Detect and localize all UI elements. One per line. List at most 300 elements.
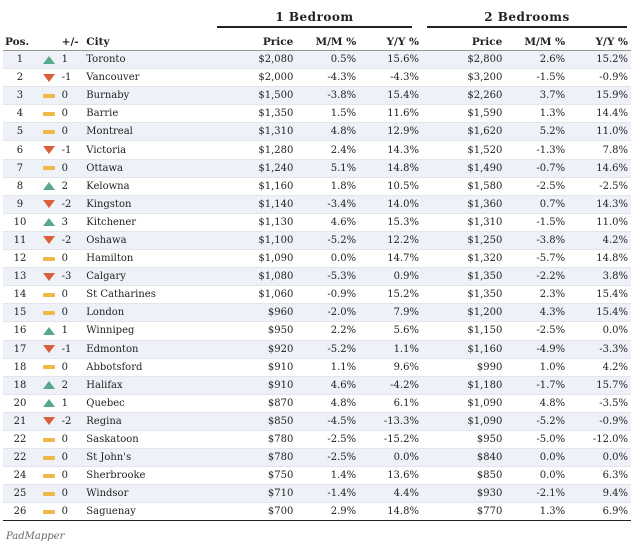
cell-pos: 10 [3, 213, 37, 231]
cell-pos: 22 [3, 449, 37, 467]
cell-price-2br: $1,360 [443, 195, 506, 213]
cell-price-2br: $1,180 [443, 376, 506, 394]
table-row [3, 231, 631, 249]
source-credit: PadMapper [6, 531, 65, 542]
cell-yy-1br: 1.1% [359, 340, 422, 358]
table-row [3, 430, 631, 448]
cell-pos: 15 [3, 304, 37, 322]
cell-city: Calgary [83, 268, 233, 286]
cell-change-indicator [37, 503, 62, 521]
cell-price-1br: $780 [234, 430, 297, 448]
cell-yy-2br: -0.9% [568, 412, 631, 430]
cell-mm-1br: -5.3% [296, 268, 359, 286]
cell-yy-2br: 15.7% [568, 376, 631, 394]
cell-yy-1br: 4.4% [359, 485, 422, 503]
table-row [3, 87, 631, 105]
cell-price-2br: $1,160 [443, 340, 506, 358]
cell-yy-2br: 14.6% [568, 159, 631, 177]
cell-yy-2br: 11.0% [568, 123, 631, 141]
flat-bar-icon [43, 510, 55, 514]
cell-yy-2br: 4.2% [568, 231, 631, 249]
cell-mm-2br: -1.5% [505, 69, 568, 87]
table-row [3, 394, 631, 412]
cell-yy-2br: 15.2% [568, 51, 631, 69]
table-row [3, 105, 631, 123]
cell-price-1br: $960 [234, 304, 297, 322]
cell-price-2br: $1,590 [443, 105, 506, 123]
cell-pos: 16 [3, 322, 37, 340]
cell-price-1br: $1,090 [234, 250, 297, 268]
cell-yy-1br: -4.3% [359, 69, 422, 87]
cell-price-2br: $1,090 [443, 412, 506, 430]
cell-city: Barrie [83, 105, 233, 123]
cell-price-2br: $990 [443, 358, 506, 376]
cell-city: Regina [83, 412, 233, 430]
cell-mm-2br: -2.5% [505, 177, 568, 195]
cell-yy-1br: 14.8% [359, 159, 422, 177]
cell-price-2br: $1,490 [443, 159, 506, 177]
cell-yy-1br: 15.4% [359, 87, 422, 105]
cell-gap [422, 340, 443, 358]
cell-yy-2br: 6.9% [568, 503, 631, 521]
table-row [3, 304, 631, 322]
cell-gap [422, 159, 443, 177]
header-yy-1br: Y/Y % [359, 34, 422, 51]
flat-bar-icon [43, 94, 55, 98]
cell-pos: 1 [3, 51, 37, 69]
cell-mm-1br: 1.4% [296, 467, 359, 485]
cell-gap [422, 286, 443, 304]
cell-price-1br: $1,080 [234, 268, 297, 286]
cell-city: Kitchener [83, 213, 233, 231]
cell-change: -1 [62, 141, 84, 159]
cell-change: 0 [62, 503, 84, 521]
cell-price-1br: $2,080 [234, 51, 297, 69]
cell-mm-1br: 1.8% [296, 177, 359, 195]
cell-city: Saguenay [83, 503, 233, 521]
cell-city: Saskatoon [83, 430, 233, 448]
cell-yy-2br: 9.4% [568, 485, 631, 503]
cell-mm-1br: 4.6% [296, 213, 359, 231]
cell-price-2br: $2,800 [443, 51, 506, 69]
cell-yy-2br: 7.8% [568, 141, 631, 159]
cell-mm-1br: 0.0% [296, 250, 359, 268]
cell-change: 0 [62, 123, 84, 141]
triangle-down-icon [43, 200, 55, 208]
cell-pos: 18 [3, 376, 37, 394]
table-row [3, 322, 631, 340]
cell-price-1br: $1,100 [234, 231, 297, 249]
cell-mm-2br: -4.9% [505, 340, 568, 358]
cell-mm-2br: -2.2% [505, 268, 568, 286]
cell-price-2br: $1,090 [443, 394, 506, 412]
cell-change-indicator [37, 231, 62, 249]
cell-mm-1br: -4.5% [296, 412, 359, 430]
flat-bar-icon [43, 365, 55, 369]
cell-yy-2br: 11.0% [568, 213, 631, 231]
cell-price-1br: $1,160 [234, 177, 297, 195]
cell-gap [422, 105, 443, 123]
table-row [3, 51, 631, 69]
cell-change-indicator [37, 394, 62, 412]
cell-pos: 8 [3, 177, 37, 195]
cell-yy-2br: -3.5% [568, 394, 631, 412]
cell-price-2br: $1,350 [443, 286, 506, 304]
cell-change-indicator [37, 322, 62, 340]
cell-price-1br: $700 [234, 503, 297, 521]
cell-pos: 20 [3, 394, 37, 412]
table-row [3, 412, 631, 430]
cell-yy-1br: 13.6% [359, 467, 422, 485]
cell-pos: 26 [3, 503, 37, 521]
cell-pos: 4 [3, 105, 37, 123]
cell-price-2br: $840 [443, 449, 506, 467]
cell-yy-1br: 11.6% [359, 105, 422, 123]
header-price-2br: Price [443, 34, 506, 51]
cell-mm-2br: 1.3% [505, 503, 568, 521]
cell-yy-2br: 4.2% [568, 358, 631, 376]
cell-change: -2 [62, 412, 84, 430]
cell-price-2br: $1,150 [443, 322, 506, 340]
table-body [3, 51, 631, 521]
cell-pos: 9 [3, 195, 37, 213]
table-row [3, 159, 631, 177]
cell-mm-2br: -1.5% [505, 213, 568, 231]
cell-change: 0 [62, 358, 84, 376]
cell-pos: 6 [3, 141, 37, 159]
cell-mm-2br: 5.2% [505, 123, 568, 141]
cell-price-2br: $930 [443, 485, 506, 503]
cell-gap [422, 322, 443, 340]
cell-change-indicator [37, 358, 62, 376]
triangle-up-icon [43, 399, 55, 407]
triangle-down-icon [43, 74, 55, 82]
cell-price-1br: $1,500 [234, 87, 297, 105]
flat-bar-icon [43, 456, 55, 460]
cell-price-1br: $1,130 [234, 213, 297, 231]
cell-change: 0 [62, 159, 84, 177]
cell-mm-2br: -5.0% [505, 430, 568, 448]
cell-pos: 17 [3, 340, 37, 358]
table-row [3, 503, 631, 521]
cell-mm-2br: -5.2% [505, 412, 568, 430]
cell-price-1br: $950 [234, 322, 297, 340]
cell-change: -2 [62, 231, 84, 249]
cell-change-indicator [37, 69, 62, 87]
cell-gap [422, 250, 443, 268]
cell-price-2br: $950 [443, 430, 506, 448]
header-change-indicator [37, 34, 62, 51]
cell-yy-1br: 12.2% [359, 231, 422, 249]
cell-gap [422, 141, 443, 159]
cell-change: 2 [62, 177, 84, 195]
cell-price-2br: $1,620 [443, 123, 506, 141]
cell-change-indicator [37, 304, 62, 322]
cell-pos: 25 [3, 485, 37, 503]
flat-bar-icon [43, 474, 55, 478]
cell-yy-1br: 5.6% [359, 322, 422, 340]
cell-change: -3 [62, 268, 84, 286]
cell-mm-2br: -1.7% [505, 376, 568, 394]
cell-mm-2br: -3.8% [505, 231, 568, 249]
cell-city: Kingston [83, 195, 233, 213]
cell-price-1br: $2,000 [234, 69, 297, 87]
cell-change: -2 [62, 195, 84, 213]
cell-mm-2br: -0.7% [505, 159, 568, 177]
group-header-two-bedrooms: 2 Bedrooms [427, 8, 627, 28]
cell-price-1br: $1,280 [234, 141, 297, 159]
cell-yy-2br: 15.4% [568, 286, 631, 304]
cell-price-2br: $1,520 [443, 141, 506, 159]
cell-price-2br: $770 [443, 503, 506, 521]
table-row [3, 268, 631, 286]
cell-pos: 3 [3, 87, 37, 105]
cell-change-indicator [37, 159, 62, 177]
header-yy-2br: Y/Y % [568, 34, 631, 51]
table-row [3, 141, 631, 159]
cell-gap [422, 376, 443, 394]
cell-yy-2br: 14.3% [568, 195, 631, 213]
cell-pos: 2 [3, 69, 37, 87]
cell-city: Burnaby [83, 87, 233, 105]
cell-city: Toronto [83, 51, 233, 69]
triangle-down-icon [43, 345, 55, 353]
cell-yy-1br: 9.6% [359, 358, 422, 376]
cell-yy-1br: -4.2% [359, 376, 422, 394]
table-row [3, 213, 631, 231]
cell-yy-1br: -15.2% [359, 430, 422, 448]
cell-gap [422, 449, 443, 467]
cell-change: -1 [62, 340, 84, 358]
cell-change-indicator [37, 87, 62, 105]
cell-price-1br: $910 [234, 376, 297, 394]
cell-yy-1br: 10.5% [359, 177, 422, 195]
cell-gap [422, 430, 443, 448]
cell-mm-1br: 1.5% [296, 105, 359, 123]
cell-price-2br: $1,350 [443, 268, 506, 286]
cell-change-indicator [37, 250, 62, 268]
cell-price-2br: $1,250 [443, 231, 506, 249]
cell-pos: 13 [3, 268, 37, 286]
cell-city: St Catharines [83, 286, 233, 304]
cell-mm-2br: -1.3% [505, 141, 568, 159]
cell-mm-2br: 0.0% [505, 467, 568, 485]
cell-gap [422, 485, 443, 503]
header-pos: Pos. [3, 34, 37, 51]
cell-city: Sherbrooke [83, 467, 233, 485]
cell-change-indicator [37, 340, 62, 358]
table-row [3, 485, 631, 503]
cell-pos: 12 [3, 250, 37, 268]
cell-city: Oshawa [83, 231, 233, 249]
cell-gap [422, 412, 443, 430]
group-header-one-bedroom: 1 Bedroom [217, 8, 412, 28]
table-row [3, 195, 631, 213]
cell-mm-2br: -2.5% [505, 322, 568, 340]
cell-mm-1br: -2.0% [296, 304, 359, 322]
header-gap [422, 34, 443, 51]
cell-mm-1br: -0.9% [296, 286, 359, 304]
cell-gap [422, 213, 443, 231]
cell-change: 0 [62, 250, 84, 268]
cell-city: Vancouver [83, 69, 233, 87]
cell-gap [422, 87, 443, 105]
cell-mm-1br: -3.8% [296, 87, 359, 105]
cell-yy-1br: -13.3% [359, 412, 422, 430]
cell-yy-2br: 14.8% [568, 250, 631, 268]
cell-change-indicator [37, 123, 62, 141]
table-row [3, 69, 631, 87]
column-group-headers [0, 8, 634, 28]
cell-yy-2br: 14.4% [568, 105, 631, 123]
cell-price-1br: $1,350 [234, 105, 297, 123]
cell-price-2br: $1,310 [443, 213, 506, 231]
cell-yy-1br: 14.8% [359, 503, 422, 521]
cell-yy-2br: 3.8% [568, 268, 631, 286]
table-header-row [3, 34, 631, 51]
cell-mm-1br: -3.4% [296, 195, 359, 213]
cell-change: 0 [62, 430, 84, 448]
cell-mm-1br: -2.5% [296, 430, 359, 448]
cell-mm-2br: 0.0% [505, 449, 568, 467]
cell-gap [422, 358, 443, 376]
cell-change-indicator [37, 412, 62, 430]
header-mm-1br: M/M % [296, 34, 359, 51]
cell-mm-1br: 4.6% [296, 376, 359, 394]
cell-yy-2br: 6.3% [568, 467, 631, 485]
triangle-down-icon [43, 417, 55, 425]
cell-change: 0 [62, 304, 84, 322]
cell-mm-1br: 2.2% [296, 322, 359, 340]
cell-change-indicator [37, 177, 62, 195]
triangle-down-icon [43, 146, 55, 154]
cell-gap [422, 304, 443, 322]
cell-yy-1br: 14.7% [359, 250, 422, 268]
header-city: City [83, 34, 233, 51]
table-row [3, 286, 631, 304]
cell-gap [422, 467, 443, 485]
cell-mm-2br: 4.8% [505, 394, 568, 412]
cell-change-indicator [37, 141, 62, 159]
cell-city: Halifax [83, 376, 233, 394]
cell-yy-1br: 15.6% [359, 51, 422, 69]
cell-city: Quebec [83, 394, 233, 412]
triangle-down-icon [43, 273, 55, 281]
cell-mm-2br: 3.7% [505, 87, 568, 105]
flat-bar-icon [43, 293, 55, 297]
cell-change: 1 [62, 322, 84, 340]
cell-price-1br: $1,310 [234, 123, 297, 141]
cell-price-1br: $710 [234, 485, 297, 503]
cell-change: 2 [62, 376, 84, 394]
cell-price-1br: $780 [234, 449, 297, 467]
cell-city: Montreal [83, 123, 233, 141]
table-row [3, 340, 631, 358]
table-row [3, 177, 631, 195]
cell-gap [422, 177, 443, 195]
table-row [3, 250, 631, 268]
cell-city: St John's [83, 449, 233, 467]
cell-city: Abbotsford [83, 358, 233, 376]
cell-price-1br: $750 [234, 467, 297, 485]
cell-yy-1br: 0.9% [359, 268, 422, 286]
triangle-up-icon [43, 218, 55, 226]
cell-mm-1br: 2.9% [296, 503, 359, 521]
table-row [3, 467, 631, 485]
cell-yy-2br: -2.5% [568, 177, 631, 195]
cell-mm-1br: 4.8% [296, 123, 359, 141]
cell-price-1br: $1,060 [234, 286, 297, 304]
rent-ranking-table [3, 34, 631, 521]
cell-change-indicator [37, 268, 62, 286]
cell-gap [422, 231, 443, 249]
cell-change: 0 [62, 286, 84, 304]
cell-change: -1 [62, 69, 84, 87]
triangle-up-icon [43, 381, 55, 389]
cell-yy-2br: 15.9% [568, 87, 631, 105]
flat-bar-icon [43, 311, 55, 315]
header-mm-2br: M/M % [505, 34, 568, 51]
cell-gap [422, 394, 443, 412]
cell-yy-1br: 14.0% [359, 195, 422, 213]
cell-yy-2br: 0.0% [568, 322, 631, 340]
header-price-1br: Price [234, 34, 297, 51]
cell-yy-2br: -0.9% [568, 69, 631, 87]
cell-change: 1 [62, 51, 84, 69]
cell-change-indicator [37, 449, 62, 467]
cell-gap [422, 503, 443, 521]
cell-price-2br: $850 [443, 467, 506, 485]
cell-mm-2br: 1.0% [505, 358, 568, 376]
cell-yy-1br: 6.1% [359, 394, 422, 412]
cell-change-indicator [37, 51, 62, 69]
cell-yy-1br: 14.3% [359, 141, 422, 159]
cell-yy-1br: 12.9% [359, 123, 422, 141]
cell-pos: 14 [3, 286, 37, 304]
cell-mm-1br: 5.1% [296, 159, 359, 177]
cell-yy-2br: 0.0% [568, 449, 631, 467]
cell-mm-1br: 4.8% [296, 394, 359, 412]
cell-mm-1br: 2.4% [296, 141, 359, 159]
cell-pos: 22 [3, 430, 37, 448]
cell-price-1br: $1,140 [234, 195, 297, 213]
cell-mm-1br: -2.5% [296, 449, 359, 467]
cell-mm-1br: 0.5% [296, 51, 359, 69]
cell-price-1br: $910 [234, 358, 297, 376]
cell-change-indicator [37, 105, 62, 123]
cell-change-indicator [37, 376, 62, 394]
triangle-up-icon [43, 327, 55, 335]
cell-city: Kelowna [83, 177, 233, 195]
cell-yy-2br: 15.4% [568, 304, 631, 322]
cell-price-1br: $920 [234, 340, 297, 358]
cell-yy-1br: 7.9% [359, 304, 422, 322]
flat-bar-icon [43, 438, 55, 442]
cell-change-indicator [37, 430, 62, 448]
table-row [3, 123, 631, 141]
cell-city: Windsor [83, 485, 233, 503]
cell-city: Edmonton [83, 340, 233, 358]
table-row [3, 449, 631, 467]
cell-gap [422, 123, 443, 141]
cell-pos: 11 [3, 231, 37, 249]
cell-change: 0 [62, 87, 84, 105]
cell-yy-1br: 0.0% [359, 449, 422, 467]
cell-mm-2br: 0.7% [505, 195, 568, 213]
table-row [3, 376, 631, 394]
flat-bar-icon [43, 166, 55, 170]
cell-yy-1br: 15.3% [359, 213, 422, 231]
